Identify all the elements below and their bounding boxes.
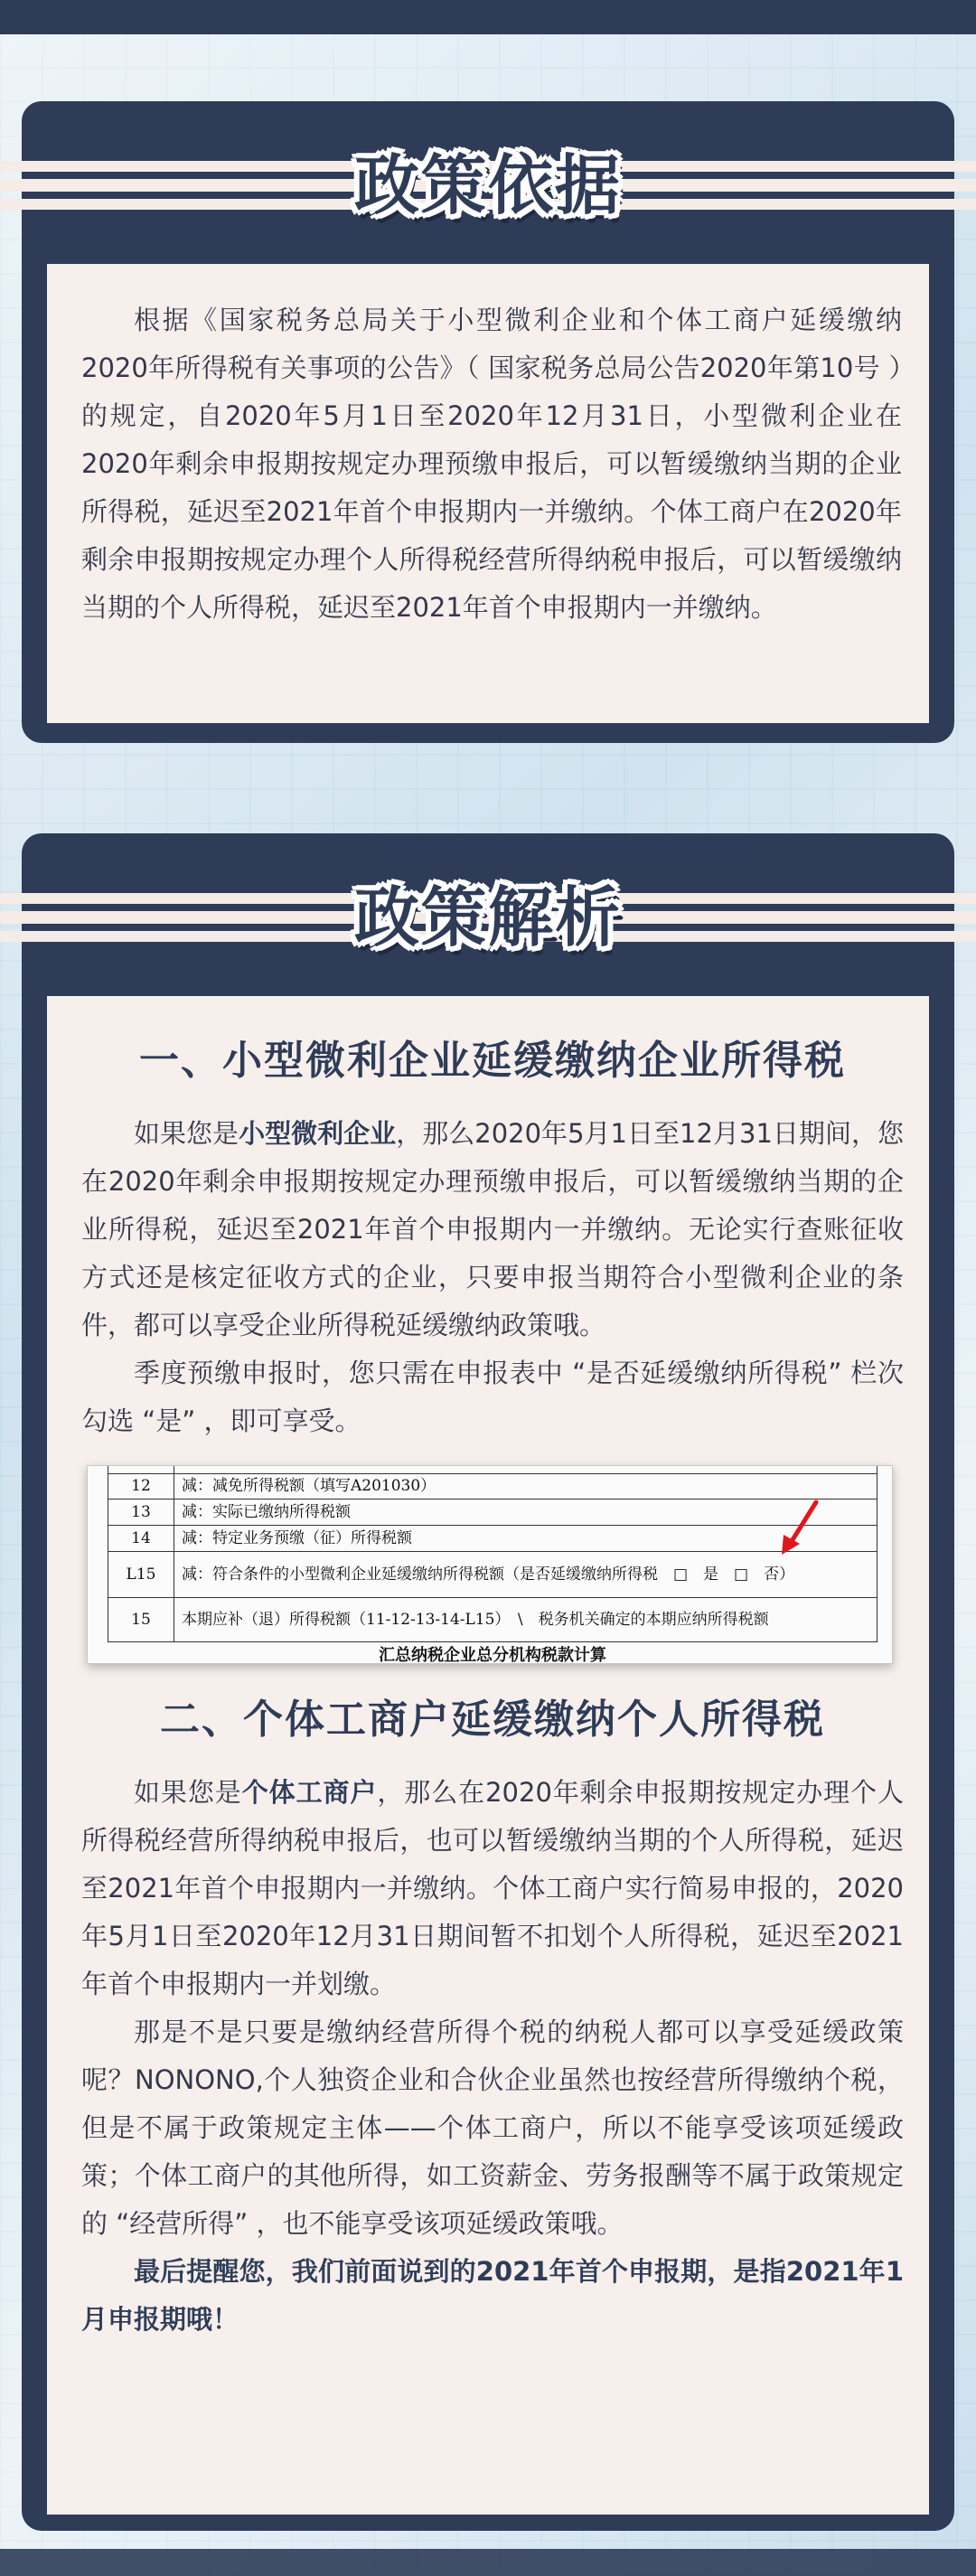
table-row-l15: [108, 1552, 877, 1598]
row-description: 减：实际已缴纳所得税额: [174, 1500, 877, 1525]
paragraph-individual-business: [81, 1769, 904, 2008]
row-number: 13: [108, 1500, 174, 1525]
declaration-form-image: [87, 1465, 893, 1664]
section-title-policy-analysis: 政策解析: [353, 879, 622, 955]
section-title-policy-basis: 政策依据: [353, 147, 622, 223]
row-description: 减：符合条件的小型微利企业延缓缴纳所得税额（是否延缓缴纳所得税 □ 是 □ 否）: [174, 1552, 877, 1597]
row-number: L15: [108, 1552, 174, 1597]
paragraph-final-reminder: [81, 2248, 904, 2344]
row-description: 减：减免所得税额（填写A201030）: [174, 1473, 877, 1499]
paragraph-quarterly-declaration: 季度预缴申报时，您只需在申报表中 “是否延缓缴纳所得税” 栏次勾选 “是” ，即可享受。: [81, 1358, 904, 1436]
p1-pre: 如果您是: [134, 1118, 239, 1149]
final-reminder-text: 最后提醒您，我们前面说到的2021年首个申报期，是指2021年1月申报期哦！: [81, 2256, 904, 2335]
table-row: [108, 1526, 877, 1552]
p3-post: ，那么在2020年剩余申报期按规定办理个人所得税经营所得纳税申报后，也可以暂缓缴纳当期的个人所得税，延迟至2021年首个申报期内一并缴纳。个体工商户实行简易申报的，2020年5月1日至2020年12月31日期间暂不扣划个人所得税，延迟至2021年首个申报期内一并划缴。: [81, 1777, 904, 1999]
title-wrap-1: [0, 145, 976, 226]
table-row: [108, 1500, 877, 1526]
policy-basis-paragraph: 根据《国家税务总局关于小型微利企业和个体工商户延缓缴纳2020年所得税有关事项的公告》（ 国家税务总局公告2020年第10号 ）的规定，自2020年5月1日至2020年12月31日，小型微利企业在2020年剩余申报期按规定办理预缴申报后，可以暂缓缴纳当期的企业所得税，延迟至2021年首个申报期内一并缴纳。个体工商户在2020年剩余申报期按规定办理个人所得税经营所得纳税申报后，可以暂缓缴纳当期的个人所得税，延迟至2021年首个申报期内一并缴纳。: [81, 305, 902, 623]
row-description: 本期应补（退）所得税额（11-12-13-14-L15） \ 税务机关确定的本期应纳所得税额: [174, 1598, 877, 1641]
title-wrap-2: [0, 877, 976, 958]
p1-post: ，那么2020年5月1日至12月31日期间，您在2020年剩余申报期按规定办理预缴申报后，可以暂缓缴纳当期的企业所得税，延迟至2021年首个申报期内一并缴纳。无论实行查账征收方式还是核定征收方式的企业，只要申报当期符合小型微利企业的条件，都可以享受企业所得税延缓缴纳政策哦。: [81, 1118, 904, 1340]
p3-pre: 如果您是: [134, 1777, 242, 1808]
red-arrow-icon: [776, 1499, 821, 1556]
top-strip: [0, 0, 976, 34]
policy-analysis-panel: [47, 996, 929, 2515]
heading-small-enterprise: 一、小型微利企业延缓缴纳企业所得税: [139, 1038, 846, 1084]
table-row: [108, 1473, 877, 1500]
policy-basis-panel: [47, 264, 929, 723]
row-number: 12: [108, 1473, 174, 1499]
row-number: 15: [108, 1598, 174, 1641]
p1-bold: 小型微利企业: [239, 1118, 397, 1149]
row-number: 14: [108, 1526, 174, 1551]
row-description: 减：特定业务预缴（征）所得税额: [174, 1526, 877, 1551]
bottom-strip: [0, 2549, 976, 2576]
paragraph-small-enterprise: [81, 1110, 904, 1349]
p3-bold: 个体工商户: [241, 1777, 378, 1808]
table-row: [108, 1598, 877, 1642]
heading-individual-business: 二、个体工商户延缓缴纳个人所得税: [160, 1697, 825, 1743]
paragraph-operating-income: 那是不是只要是缴纳经营所得个税的纳税人都可以享受延缓政策呢？NONONO,个人独资企业和合伙企业虽然也按经营所得缴纳个税，但是不属于政策规定主体——个体工商户，所以不能享受该项延缓政策；个体工商户的其他所得，如工资薪金、劳务报酬等不属于政策规定的 “经营所得” ，也不能享受该项延缓政策哦。: [81, 2017, 904, 2239]
table-footer: 汇总纳税企业总分机构税款计算: [379, 1646, 606, 1664]
